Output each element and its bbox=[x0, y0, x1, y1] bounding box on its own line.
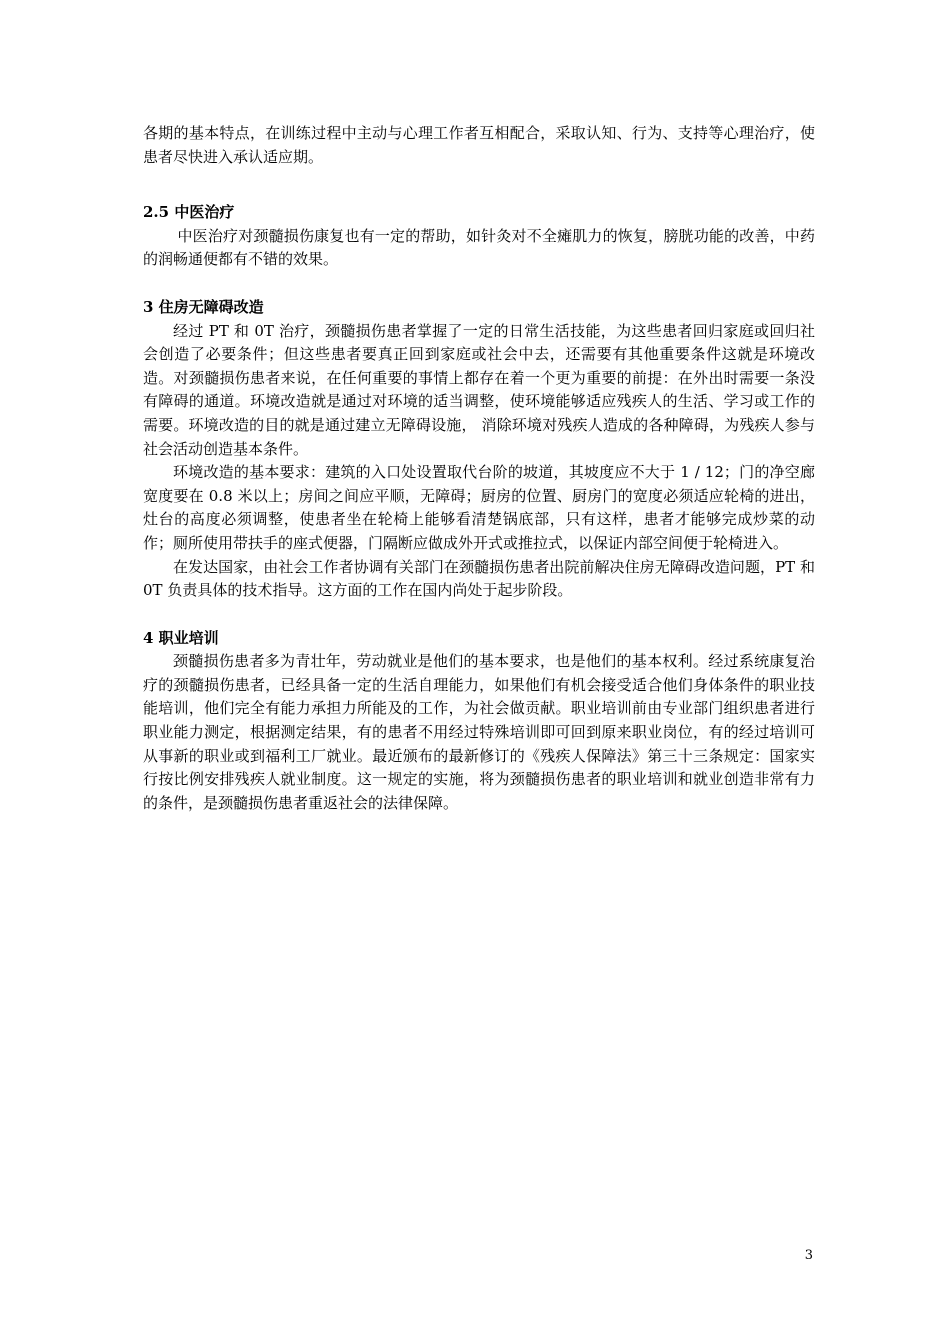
paragraph-psychology-continuation: 各期的基本特点，在训练过程中主动与心理工作者互相配合，采取认知、行为、支持等心理治疗，使患者尽快进入承认适应期。 bbox=[143, 124, 815, 166]
paragraph-tcm: 中医治疗对颈髓损伤康复也有一定的帮助，如针灸对不全瘫肌力的恢复，膀胱功能的改善，中药的润畅通便都有不错的效果。 bbox=[143, 226, 815, 269]
spacer bbox=[143, 169, 815, 201]
spacer bbox=[143, 272, 815, 296]
page-number: 3 bbox=[804, 1248, 813, 1263]
paragraph-housing-intro: 经过 PT 和 0T 治疗，颈髓损伤患者掌握了一定的日常生活技能，为这些患者回归家庭或回归社会创造了必要条件；但这些患者要真正回到家庭或社会中去，还需要有其他重要条件这就是环境改造。对颈髓损伤患者来说，在任何重要的事情上都存在着一个更为重要的前提：在外出时需要一条没有障碍的通道。环境改造就是通过对环境的适当调整，使环境能够适应残疾人的生活、学习或工作的需要。环境改造的目的就是通过建立无障碍设施， 消除环境对残疾人造成的各种障碍，为残疾人参与社会活动创造基本条件。 bbox=[143, 321, 815, 458]
section-heading-housing: 3 住房无障碍改造 bbox=[143, 297, 264, 316]
paragraph-vocational-training: 颈髓损伤患者多为青壮年，劳动就业是他们的基本要求，也是他们的基本权利。经过系统康复治疗的颈髓损伤患者，已经具备一定的生活自理能力，如果他们有机会接受适合他们身体条件的职业技能培训，他们完全有能力承担力所能及的工作，为社会做贡献。职业培训前由专业部门组织患者进行职业能力测定，根据测定结果，有的患者不用经过特殊培训即可回到原来职业岗位，有的经过培训可从事新的职业或到福利工厂就业。最近颁布的最新修订的《残疾人保障法》第三十三条规定：国家实行按比例安排残疾人就业制度。这一规定的实施，将为颈髓损伤患者的职业培训和就业创造非常有力的条件，是颈髓损伤患者重返社会的法律保障。 bbox=[143, 652, 815, 812]
document-body bbox=[143, 122, 815, 815]
section-heading-tcm: 2.5 中医治疗 bbox=[143, 203, 235, 222]
spacer bbox=[143, 603, 815, 627]
paragraph-housing-developed-countries: 在发达国家，由社会工作者协调有关部门在颈髓损伤患者出院前解决住房无障碍改造问题，PT 和 0T 负责具体的技术指导。这方面的工作在国内尚处于起步阶段。 bbox=[143, 557, 815, 600]
section-heading-vocational: 4 职业培训 bbox=[143, 628, 219, 647]
paragraph-housing-requirements: 环境改造的基本要求：建筑的入口处设置取代台阶的坡道，其坡度应不大于 1 / 12；门的净空廊宽度要在 0.8 米以上；房间之间应平顺，无障碍；厨房的位置、厨房门的宽度必须适应轮椅的进出，灶台的高度必须调整，使患者坐在轮椅上能够看清楚锅底部，只有这样，患者才能够完成炒菜的动作；厕所使用带扶手的座式便器，门隔断应做成外开式或推拉式，以保证内部空间便于轮椅进入。 bbox=[143, 463, 815, 552]
